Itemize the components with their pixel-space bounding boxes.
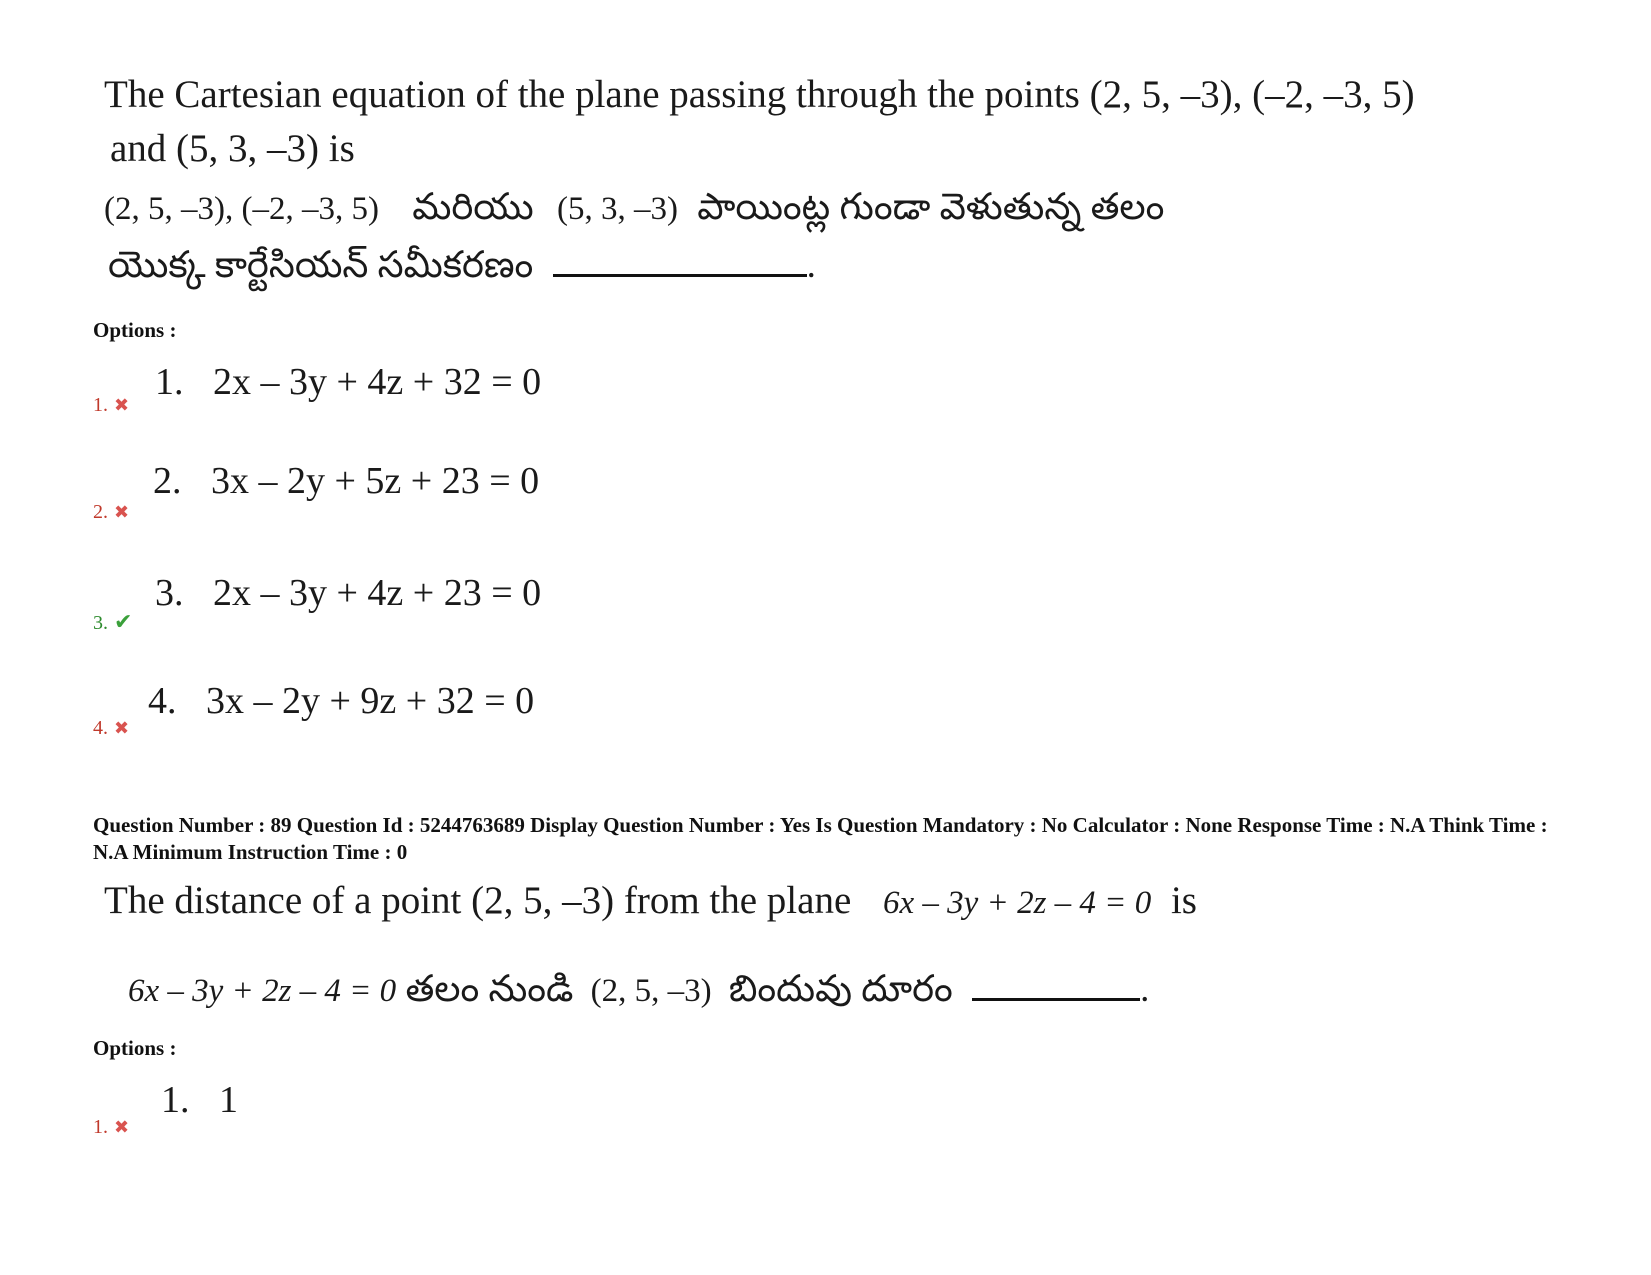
q88-text-te-line2: యొక్క కార్టేసియన్ సమీకరణం . [108, 245, 816, 286]
q89-text-en: The distance of a point (2, 5, –3) from the plane 6x – 3y + 2z – 4 = 0 is [104, 879, 1197, 922]
option-number: 4. ✖ [93, 717, 130, 739]
q88-te-rest: పాయింట్ల గుండా వెళుతున్న తలం [697, 187, 1165, 228]
option-number: 1. ✖ [93, 1116, 130, 1138]
q89-option-1[interactable] [93, 1078, 493, 1138]
correct-check-icon: ✔ [114, 609, 133, 634]
q88-option-2[interactable] [93, 459, 693, 523]
option-text: 4. 3x – 2y + 9z + 32 = 0 [148, 680, 535, 722]
q88-te-points: (2, 5, –3), (–2, –3, 5) [104, 191, 379, 227]
q88-option-1[interactable] [93, 360, 693, 420]
q88-options-label: Options : [93, 318, 177, 342]
q89-te-plane-eq: 6x – 3y + 2z – 4 = 0 [128, 973, 397, 1009]
q89-te-word1: తలం నుండి [405, 969, 574, 1010]
option-text: 3. 2x – 3y + 4z + 23 = 0 [155, 572, 542, 614]
q88-option-4[interactable] [93, 679, 693, 739]
q89-plane-eq: 6x – 3y + 2z – 4 = 0 [883, 885, 1152, 921]
q88-te-point3: (5, 3, –3) [556, 191, 678, 227]
q89-meta: Question Number : 89 Question Id : 5244763689 Display Question Number : Yes Is Question Mandatory : No Calculator : None Response Time : N.A Think Time : N.A Minimum Instruction Time : 0 [93, 813, 1548, 864]
q89-te-point: (2, 5, –3) [590, 973, 712, 1009]
q88-option-3[interactable] [93, 571, 693, 634]
answer-blank [553, 274, 807, 277]
q88-text-en-line1: The Cartesian equation of the plane passing through the points (2, 5, –3), (–2, –3, 5) [104, 73, 1415, 116]
q89-te-word2: బిందువు దూరం [728, 969, 953, 1010]
answer-blank [972, 998, 1140, 1001]
q89-options-label: Options : [93, 1036, 177, 1060]
option-text: 2. 3x – 2y + 5z + 23 = 0 [153, 460, 540, 502]
wrong-cross-icon: ✖ [114, 1117, 130, 1137]
q89-text-te: 6x – 3y + 2z – 4 = 0 తలం నుండి (2, 5, –3) బిందువు దూరం . [128, 969, 1150, 1010]
option-number: 2. ✖ [93, 501, 130, 523]
q88-te-line2-text: యొక్క కార్టేసియన్ సమీకరణం [108, 245, 534, 286]
wrong-cross-icon: ✖ [114, 395, 130, 415]
option-text: 1. 1 [161, 1079, 238, 1121]
q88-te-word-and: మరియు [412, 187, 534, 228]
option-number: 1. ✖ [93, 394, 130, 416]
q88-text-te-line1 [104, 186, 1164, 237]
wrong-cross-icon: ✖ [114, 718, 130, 738]
wrong-cross-icon: ✖ [114, 502, 130, 522]
option-text: 1. 2x – 3y + 4z + 32 = 0 [155, 361, 542, 403]
option-number: 3. ✔ [93, 609, 133, 634]
q88-text-en-line2: and (5, 3, –3) is [110, 127, 355, 170]
